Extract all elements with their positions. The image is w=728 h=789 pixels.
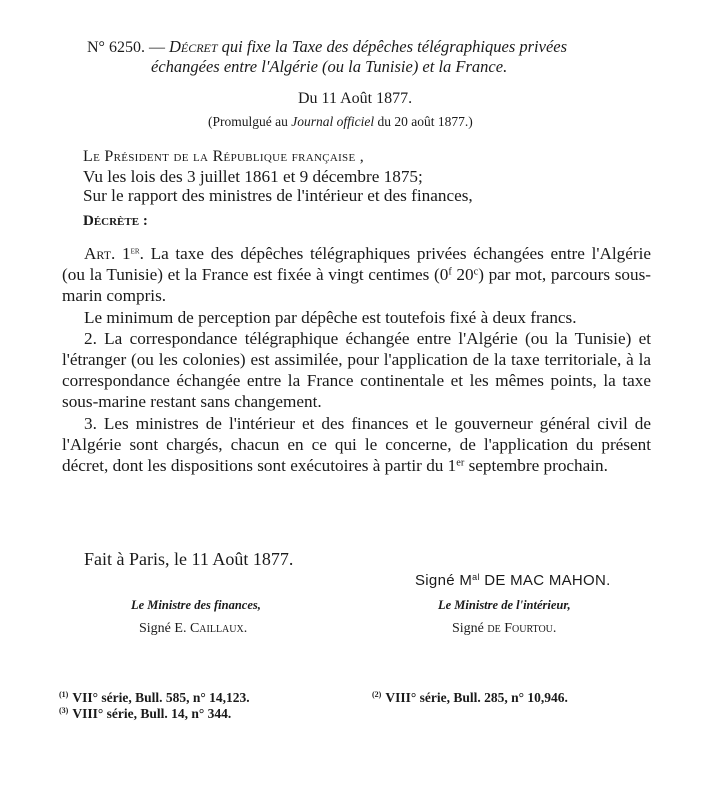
article-1-sup-f: f	[448, 266, 452, 278]
article-1-sup-c: c	[473, 266, 479, 278]
decrete-heading: Décrète :	[83, 213, 148, 229]
interieur-signature-pre: Signé	[452, 621, 484, 636]
interieur-signature-name: de Fourtou.	[487, 621, 557, 636]
footnote-3	[59, 706, 231, 722]
decree-title-rest: qui fixe la Taxe des dépêches télégraphiques privées	[221, 37, 568, 56]
finances-minister-title: Le Ministre des finances,	[131, 598, 261, 612]
article-1-text2: 20	[451, 265, 474, 285]
finances-signature-name: Caillaux.	[189, 621, 248, 636]
finances-signature-pre: Signé E.	[139, 621, 187, 636]
fait-a-paris: Fait à Paris, le 11 Août 1877.	[84, 549, 294, 569]
promulgation-open: (Promulgué au	[208, 114, 288, 129]
article-1-minimum: Le minimum de perception par dépêche est toutefois fixé à deux francs.	[84, 307, 577, 327]
decree-heading	[87, 37, 567, 57]
promulgation-note	[208, 114, 473, 130]
interieur-minister-title: Le Ministre de l'intérieur,	[438, 598, 571, 612]
president-signature-pre: Signé M	[415, 572, 473, 589]
decree-title	[169, 37, 567, 56]
footnote-3-mark: (3)	[59, 706, 69, 716]
interieur-minister-signature	[452, 621, 556, 637]
footnote-2-text: VIII° série, Bull. 285, n° 10,946.	[385, 690, 568, 705]
footnote-2	[372, 690, 568, 706]
president-signature-sup: al	[472, 572, 480, 583]
decree-number: N° 6250. —	[87, 39, 165, 56]
article-3-text-end: septembre prochain.	[464, 456, 608, 476]
decree-title-line2: échangées entre l'Algérie (ou la Tunisie) et la France.	[151, 57, 508, 76]
article-1-label	[84, 244, 144, 263]
journal-name: Journal officiel	[291, 114, 375, 129]
article-1-text: La taxe des dépêches télégraphiques privées échangées entre l'Algérie (ou la Tunisie) et la France est fixée à vingt centimes (0	[62, 244, 652, 285]
article-1-text3: ) par mot, parcours sous-marin compris.	[62, 265, 652, 306]
vu-lois-line: Vu les lois des 3 juillet 1861 et 9 décembre 1875;	[83, 167, 423, 186]
article-1-label-text: Art. 1	[84, 244, 131, 263]
finances-minister-signature	[139, 621, 247, 637]
president-signature-name: DE MAC MAHON.	[479, 572, 611, 589]
article-2: 2. La correspondance télégraphique échangée entre l'Algérie (ou la Tunisie) et l'étranger (ou les colonies) est assimilée, pour l'application de la taxe territoriale, à la correspondance échangée entre la France continentale et les mêmes points, la taxe sous-marine restant sans changement.	[62, 328, 651, 412]
articles-block	[62, 243, 651, 476]
promulgation-close: du 20 août 1877.)	[377, 114, 473, 129]
footnote-3-text: VIII° série, Bull. 14, n° 344.	[72, 706, 232, 721]
article-3-text: 3. Les ministres de l'intérieur et des finances et le gouverneur général civil de l'Algérie sont chargés, chacun en ce qui le concerne, de l'application du présent décret, dont les dispositions sont exécutoires à partir du 1	[62, 413, 651, 476]
footnote-2-mark: (2)	[372, 690, 382, 700]
footnote-1	[59, 690, 250, 706]
footnote-1-text: VII° série, Bull. 585, n° 14,123.	[72, 690, 250, 705]
article-1	[62, 243, 651, 307]
article-1-label-sup: er	[130, 245, 140, 257]
rapport-line: Sur le rapport des ministres de l'intérieur et des finances,	[83, 186, 473, 205]
decree-date: Du 11 Août 1877.	[298, 90, 413, 107]
decree-title-lead: Décret	[168, 37, 218, 56]
president-heading: Le Président de la République française ,	[83, 148, 365, 165]
article-1-label-end: .	[139, 244, 144, 263]
footnote-1-mark: (1)	[59, 690, 69, 700]
article-3	[62, 413, 651, 477]
article-3-sup: er	[456, 457, 465, 469]
president-signature	[415, 572, 611, 589]
